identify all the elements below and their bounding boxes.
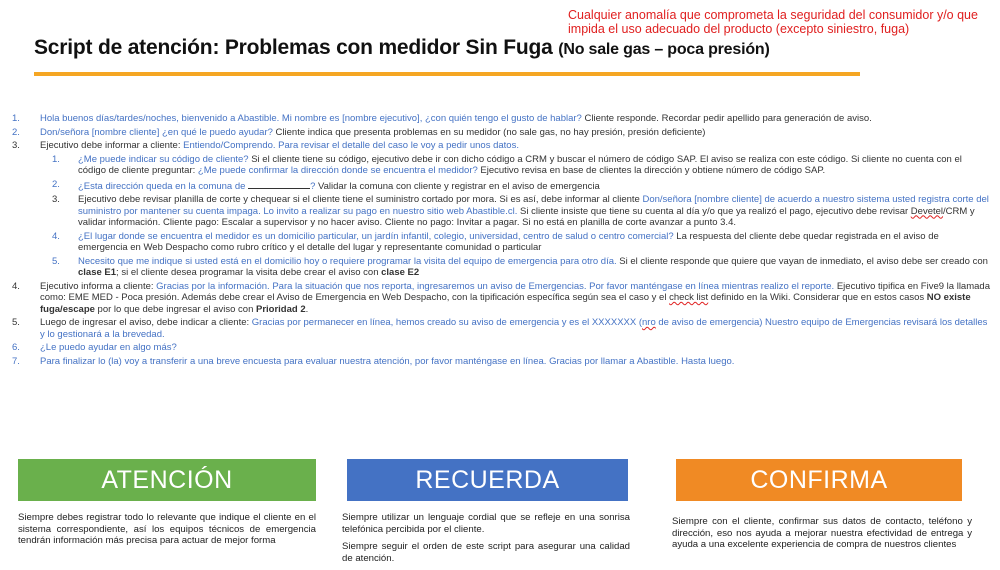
attention-paragraph: Siempre debes registrar todo lo relevante que indique el cliente en el sistema correspondiente, así los equipos técnicos de emergencia tendrán información más precisa para actuar de mejor forma: [18, 512, 316, 546]
attention-header: ATENCIÓN: [18, 459, 316, 501]
step-instruction: Cliente indica que presenta problemas en su medidor (no sale gas, no hay presión, presión deficiente): [272, 126, 706, 138]
sub-step-number: 4.: [52, 230, 60, 242]
step-instruction: definido en la Wiki. Considerar que en estos casos: [708, 292, 927, 303]
sub-step-speech: ¿El lugar donde se encuentra el medidor es un domicilio particular, un jardín infantil, colegio, universidad, centro de salud o centro comercial?: [78, 230, 674, 242]
step-speech: Don/señora [nombre cliente] ¿en qué le puedo ayudar?: [40, 126, 273, 138]
sub-step-3: [40, 194, 990, 229]
sub-step-instruction: /CRM y validar información. Cliente pago: Escalar a supervisor y no hacer aviso. Cliente no pago: Invitar a pagar. Si no está en planilla de corte avanzar a punto 3.4.: [78, 205, 975, 228]
no-leak-label: NO existe fuga/escape: [40, 292, 971, 315]
sub-step-speech: Don/señora [nombre cliente] de acuerdo a nuestro sistema usted registra corte del suministro por mantener su cuenta impaga. Lo invito a realizar su pago en nuestro sitio web Abastible.cl.: [78, 194, 989, 217]
sub-step-speech: ¿Me puede confirmar la dirección donde se encuentra el medidor?: [197, 165, 478, 176]
step-number: 7.: [12, 355, 20, 367]
confirm-header: CONFIRMA: [676, 459, 962, 501]
step-instruction: Cliente responde. Recordar pedir apellido para generación de aviso.: [581, 113, 872, 124]
remember-text: [342, 512, 630, 570]
sub-step-number: 3.: [52, 194, 60, 205]
step-instruction: .: [305, 303, 309, 315]
step-number: 3.: [12, 140, 20, 151]
step-speech: Gracias por la información. Para la situación que nos reporta, ingresaremos un aviso de Emergencias. Por favor manténgase en línea mientras realizo el reporte.: [156, 280, 835, 292]
sub-step-2: [40, 179, 990, 193]
step-instruction: por lo que debe ingresar el aviso con: [94, 303, 256, 315]
step-number: 2.: [12, 126, 20, 138]
step-2: [0, 127, 990, 139]
sub-step-speech: ¿Me puede indicar su código de cliente?: [78, 153, 249, 165]
sub-step-instruction: Ejecutivo revisa en base de clientes la dirección y obtiene número de código SAP.: [477, 165, 826, 176]
step-6: [0, 342, 990, 354]
step-4: [0, 281, 990, 316]
spellcheck-word: Devetel: [910, 205, 944, 217]
step-speech: de aviso de emergencia) Nuestro equipo de Emergencias revisará los detalles y lo gestionará a la brevedad.: [40, 317, 988, 340]
step-number: 5.: [12, 317, 20, 328]
step-instruction: Ejecutivo tipifica en Five9 la llamada como: EME MED - Poca presión. Además debe crear el Aviso de Emergencia en Web Despacho, con la tipificación específica según sea el caso y el: [40, 280, 990, 303]
step-3: [0, 140, 990, 279]
step-5: [0, 317, 990, 340]
sub-steps: [40, 154, 990, 279]
safety-warning-note: Cualquier anomalía que comprometa la seguridad del consumidor y/o que impida el uso adecuado del producto (excepto siniestro, fuga): [568, 8, 978, 36]
blank-field: [248, 179, 310, 189]
sub-step-5: [40, 256, 990, 279]
sub-step-4: [40, 231, 990, 254]
step-7: [0, 356, 990, 368]
step-speech: Hola buenos días/tardes/noches, bienvenido a Abastible. Mi nombre es [nombre ejecutivo], ¿con quién tengo el gusto de hablar?: [40, 113, 582, 124]
step-speech: Para finalizar lo (la) voy a transferir a una breve encuesta para evaluar nuestra atención, por favor manténgase en línea. Gracias por llamar a Abastible. Hasta luego.: [40, 355, 735, 367]
sub-step-number: 2.: [52, 178, 60, 190]
title-subtitle: (No sale gas – poca presión): [558, 41, 770, 58]
priority-label: Prioridad 2: [256, 303, 306, 315]
sub-step-instruction: Validar la comuna con cliente y registrar en el aviso de emergencia: [315, 180, 600, 192]
sub-step-speech: Necesito que me indique si usted está en el domicilio hoy o requiere programar la visita del equipo de emergencia para otro día.: [78, 255, 617, 267]
step-instruction: Ejecutivo debe informar a cliente:: [40, 140, 184, 151]
spellcheck-word: nro: [642, 317, 656, 328]
sub-step-instruction: Si cliente insiste que tiene su cuenta al día y/o que ya realizó el pago, ejecutivo debe revisar: [517, 205, 911, 217]
sub-step-instruction: ; si el cliente desea programar la visita debe crear el aviso con: [116, 267, 382, 278]
sub-step-number: 5.: [52, 255, 60, 267]
sub-step-instruction: La respuesta del cliente debe quedar registrada en el aviso de emergencia en Web Despacho como rubro crítico y el detalle del lugar y representante comunidad o particular: [78, 230, 939, 253]
sub-step-number: 1.: [52, 153, 60, 165]
attention-text: [18, 512, 316, 553]
step-1: [0, 113, 990, 125]
sub-step-1: [40, 154, 990, 177]
sub-step-instruction: Si el cliente tiene su código, ejecutivo debe ir con dicho código a CRM y buscar el número de código SAP. El aviso se realiza con este código. Si cliente no cuenta con el código de cliente preguntar:: [78, 153, 962, 176]
title-underline: [34, 72, 860, 76]
confirm-paragraph: Siempre con el cliente, confirmar sus datos de contacto, teléfono y dirección, eso nos ayuda a mejorar nuestra efectividad de entrega y ayuda a una excelente experiencia de compra de nuestros clientes: [672, 516, 972, 550]
remember-paragraph-1: Siempre utilizar un lenguaje cordial que se refleje en una sonrisa telefónica percibida por el cliente.: [342, 512, 630, 535]
page-title: [34, 36, 770, 60]
step-instruction: Luego de ingresar el aviso, debe indicar a cliente:: [40, 317, 252, 328]
step-instruction: Ejecutivo informa a cliente:: [40, 280, 157, 292]
sub-step-instruction: Si el cliente responde que quiere que vayan de inmediato, el aviso debe ser creado con: [616, 255, 988, 267]
step-speech: ¿Le puedo ayudar en algo más?: [40, 342, 177, 353]
remember-header: RECUERDA: [347, 459, 628, 501]
sub-step-speech: ¿Esta dirección queda en la comuna de: [78, 180, 249, 192]
script-steps: [0, 113, 990, 369]
step-speech: Gracias por permanecer en línea, hemos creado su aviso de emergencia y es el XXXXXXX (: [251, 317, 643, 328]
step-number: 6.: [12, 342, 20, 353]
class-e2-label: clase E2: [381, 267, 420, 278]
title-main: Script de atención: Problemas con medidor Sin Fuga: [34, 36, 553, 59]
step-number: 1.: [12, 113, 20, 124]
confirm-text: [672, 516, 972, 557]
class-e1-label: clase E1: [78, 267, 117, 278]
remember-paragraph-2: Siempre seguir el orden de este script para asegurar una calidad de atención.: [342, 541, 630, 564]
sub-step-instruction: Ejecutivo debe revisar planilla de corte y chequear si el cliente tiene el suministro cortado por mora. Si es así, debe informar al cliente: [78, 194, 643, 205]
step-speech: Entiendo/Comprendo. Para revisar el detalle del caso le voy a pedir unos datos.: [183, 140, 519, 151]
sub-step-speech: ?: [310, 180, 316, 192]
spellcheck-word: check list: [669, 292, 709, 303]
step-number: 4.: [12, 280, 20, 292]
